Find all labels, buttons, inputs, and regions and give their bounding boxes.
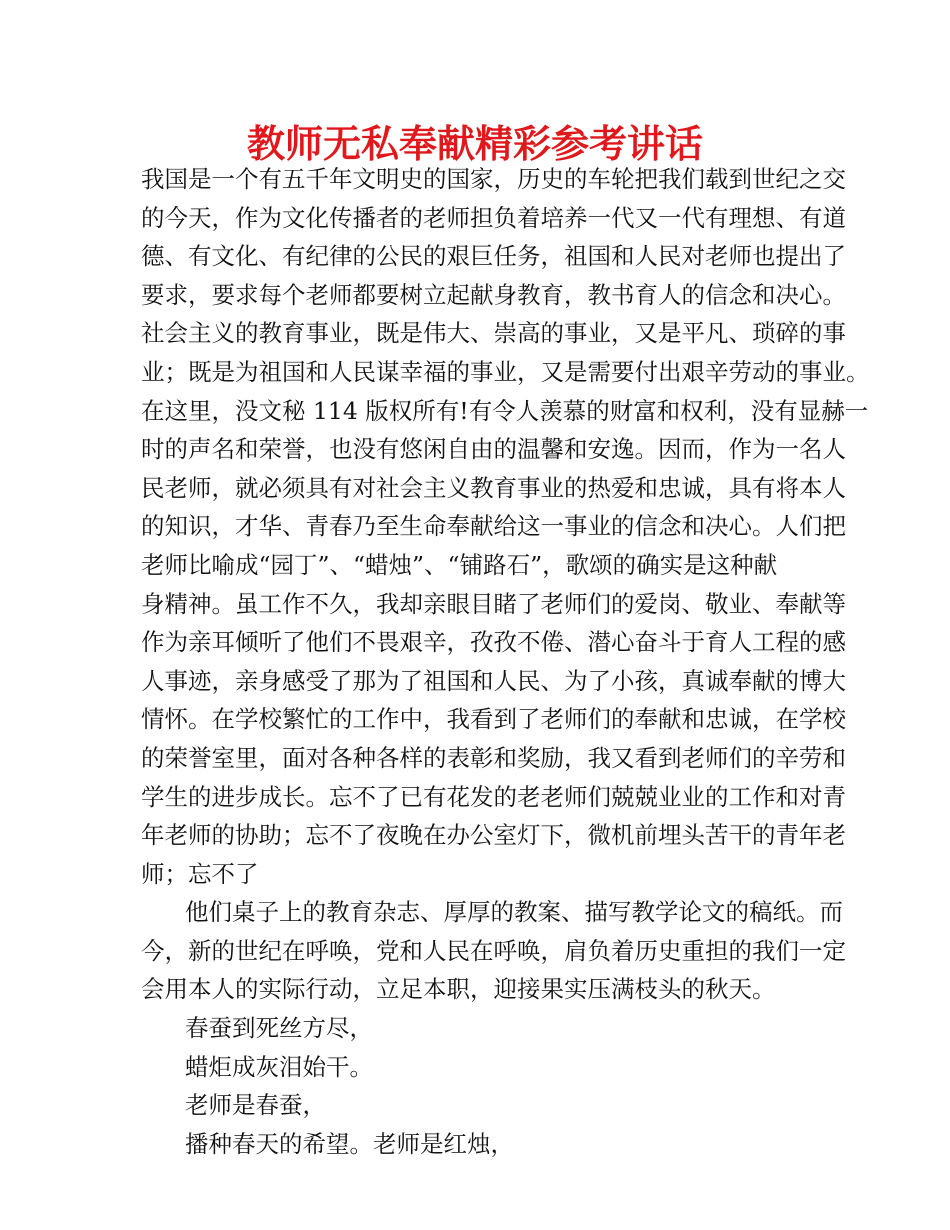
text-line: 他们桌子上的教育杂志、厚厚的教案、描写教学论文的稿纸。而 — [185, 898, 843, 927]
text-line: 要求，要求每个老师都要树立起献身教育，教书育人的信念和决心。 — [141, 280, 846, 309]
text-line: 时的声名和荣誉，也没有悠闲自由的温馨和安逸。因而，作为一名人 — [141, 435, 846, 464]
text-line: 师；忘不了 — [141, 859, 259, 888]
text-line: 学生的进步成长。忘不了已有花发的老老师们兢兢业业的工作和对青 — [141, 782, 846, 811]
text-line: 的知识，才华、青春乃至生命奉献给这一事业的信念和决心。人们把 — [141, 512, 846, 541]
text-line: 蜡炬成灰泪始干。 — [185, 1052, 373, 1081]
text-line: 社会主义的教育事业，既是伟大、崇高的事业，又是平凡、琐碎的事 — [141, 319, 846, 348]
text-line: 今，新的世纪在呼唤，党和人民在呼唤，肩负着历史重担的我们一定 — [141, 936, 846, 965]
text-line: 业；既是为祖国和人民谋幸福的事业，又是需要付出艰辛劳动的事业。 — [141, 357, 870, 386]
text-line: 作为亲耳倾听了他们不畏艰辛，孜孜不倦、潜心奋斗于育人工程的感 — [141, 628, 846, 657]
text-line: 春蚕到死丝方尽， — [185, 1014, 373, 1043]
text-line: 的荣誉室里，面对各种各样的表彰和奖励，我又看到老师们的辛劳和 — [141, 743, 846, 772]
text-line: 民老师，就必须具有对社会主义教育事业的热爱和忠诚，具有将本人 — [141, 473, 846, 502]
text-line: 情怀。在学校繁忙的工作中，我看到了老师们的奉献和忠诚，在学校 — [141, 705, 846, 734]
text-line: 老师是春蚕， — [185, 1091, 326, 1120]
text-line: 年老师的协助；忘不了夜晚在办公室灯下，微机前埋头苦干的青年老 — [141, 821, 846, 850]
document-body — [141, 160, 870, 1163]
text-line: 身精神。虽工作不久，我却亲眼目睹了老师们的爱岗、敬业、奉献等 — [141, 589, 846, 618]
text-line: 老师比喻成“园丁”、“蜡烛”、“铺路石”，歌颂的确实是这种献 — [141, 550, 778, 579]
text-line: 播种春天的希望。老师是红烛， — [185, 1129, 514, 1158]
text-line: 的今天，作为文化传播者的老师担负着培养一代又一代有理想、有道 — [141, 203, 846, 232]
text-line: 德、有文化、有纪律的公民的艰巨任务，祖国和人民对老师也提出了 — [141, 242, 846, 271]
text-line: 在这里，没文秘 114 版权所有!有令人羡慕的财富和权利，没有显赫一 — [141, 396, 869, 425]
text-line: 我国是一个有五千年文明史的国家，历史的车轮把我们载到世纪之交 — [141, 165, 846, 193]
text-line: 人事迹，亲身感受了那为了祖国和人民、为了小孩，真诚奉献的博大 — [141, 666, 846, 695]
document-title: 教师无私奉献精彩参考讲话 — [246, 122, 703, 166]
text-line: 会用本人的实际行动，立足本职，迎接果实压满枝头的秋天。 — [141, 975, 776, 1004]
